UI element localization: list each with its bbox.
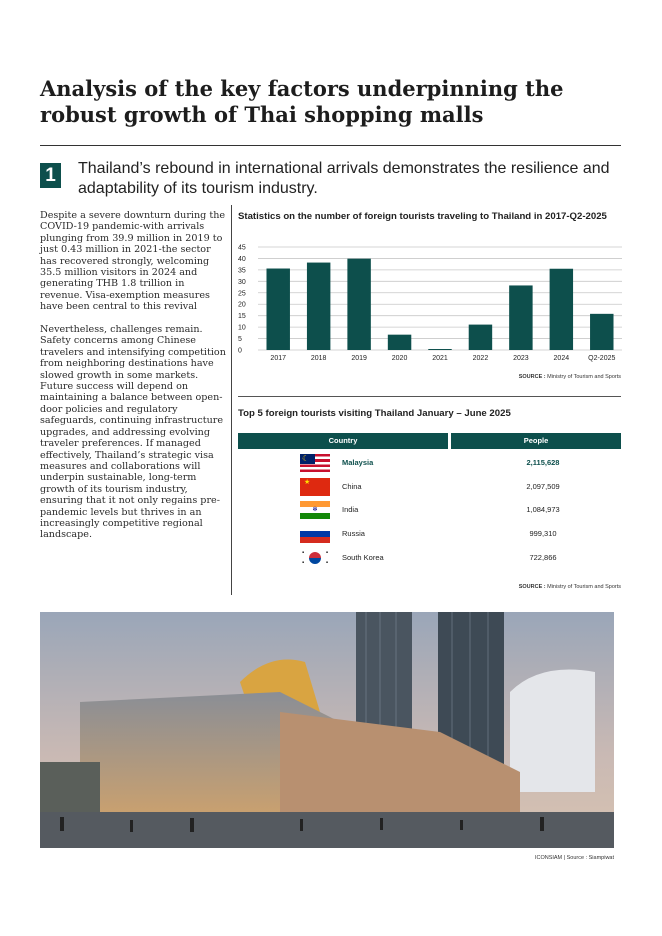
china-flag-icon: ★ (300, 478, 330, 496)
header-people: People (451, 433, 621, 449)
source-text: Ministry of Tourism and Sports (545, 584, 621, 590)
x-tick-label: 2024 (553, 355, 570, 362)
people-cell: 999,310 (529, 529, 557, 538)
people-cell: 722,866 (529, 553, 557, 562)
x-tick-label: 2020 (391, 355, 408, 362)
y-tick-label: 5 (238, 336, 242, 344)
bar (469, 325, 492, 350)
source-text: Ministry of Tourism and Sports (545, 374, 621, 380)
chart-source (321, 374, 621, 380)
table-title: Top 5 foreign tourists visiting Thailand January – June 2025 (238, 408, 511, 419)
y-tick-label: 35 (238, 267, 246, 275)
y-tick-label: 25 (238, 290, 246, 298)
bar (307, 263, 330, 350)
bar (590, 314, 613, 350)
country-cell: India (342, 505, 359, 514)
x-tick-label: 2017 (270, 355, 287, 362)
bar (550, 269, 573, 350)
paragraph: Nevertheless, challenges remain. Safety concerns among Chinese travelers and intensifying competition from neighboring destinations have slowed growth in some markets. Future success will depend on maintaining a balance between open-door policies and regulatory safeguards, continuing infrastructure upgrades, and addressing evolving traveler preferences. If managed effectively, Thailand’s strategic visa measures and collaborations will underpin sustainable, long-term growth of its tourism industry, ensuring that it not only regains pre-pandemic levels but thrives in an increasingly competitive regional landscape. (40, 324, 226, 541)
people-cell: 1,084,973 (526, 505, 560, 514)
table-source (321, 584, 621, 590)
y-tick-label: 30 (238, 278, 246, 286)
malaysia-flag-icon: ☾ (300, 454, 330, 472)
bar (509, 285, 532, 350)
bar (266, 269, 289, 350)
chart-title: Statistics on the number of foreign tourists traveling to Thailand in 2017-Q2-2025 (238, 211, 607, 222)
x-tick-label: 2023 (513, 355, 529, 362)
x-tick-label: 2021 (432, 355, 448, 362)
y-tick-label: 0 (238, 347, 242, 355)
divider (238, 396, 621, 397)
section-number: 1 (40, 163, 61, 188)
divider (40, 145, 621, 146)
table-row (238, 523, 621, 545)
india-flag-icon: ✻ (300, 501, 330, 519)
y-tick-label: 20 (238, 301, 246, 309)
section-heading: Thailand’s rebound in international arrivals demonstrates the resilience and adaptability of its tourism industry. (78, 160, 610, 197)
y-tick-label: 40 (238, 255, 246, 263)
table-row (238, 547, 621, 569)
y-tick-label: 15 (238, 313, 246, 321)
source-label: SOURCE : (518, 584, 546, 590)
paragraph: Despite a severe downturn during the COVID-19 pandemic-with arrivals plunging from 39.9 million in 2019 to just 0.43 million in 2021-the sector has recovered strongly, welcoming 35.5 million visitors in 2024 and generating THB 1.8 trillion in revenue. Visa-exemption measures have been central to this revival (40, 210, 226, 313)
mall-photo (40, 612, 614, 848)
page-title: Analysis of the key factors underpinning the robust growth of Thai shopping malls (40, 76, 564, 127)
y-tick-label: 45 (238, 244, 246, 252)
bar (388, 335, 411, 350)
x-tick-label: 2022 (472, 355, 489, 362)
photo-caption: ICONSIAM | Source : Siampiwat (534, 855, 614, 861)
source-label: SOURCE : (518, 374, 546, 380)
x-tick-label: Q2-2025 (588, 355, 616, 362)
table-row (238, 452, 621, 474)
russia-flag-icon (300, 525, 330, 543)
y-tick-label: 10 (238, 324, 246, 332)
country-cell: South Korea (342, 553, 384, 562)
x-tick-label: 2019 (351, 355, 367, 362)
x-tick-label: 2018 (310, 355, 327, 362)
country-cell: Malaysia (342, 458, 374, 467)
bar (428, 349, 451, 350)
body-text (40, 210, 228, 552)
south-korea-flag-icon: ▪ ▪ ▪ ▪ (302, 550, 328, 566)
people-cell: 2,115,628 (526, 458, 560, 467)
bar-chart (236, 240, 626, 370)
country-cell: China (342, 482, 362, 491)
column-divider (231, 205, 232, 595)
country-cell: Russia (342, 529, 365, 538)
header-country: Country (238, 433, 448, 449)
people-cell: 2,097,509 (526, 482, 560, 491)
table-row (238, 499, 621, 521)
table-row (238, 476, 621, 498)
bar (347, 259, 370, 350)
